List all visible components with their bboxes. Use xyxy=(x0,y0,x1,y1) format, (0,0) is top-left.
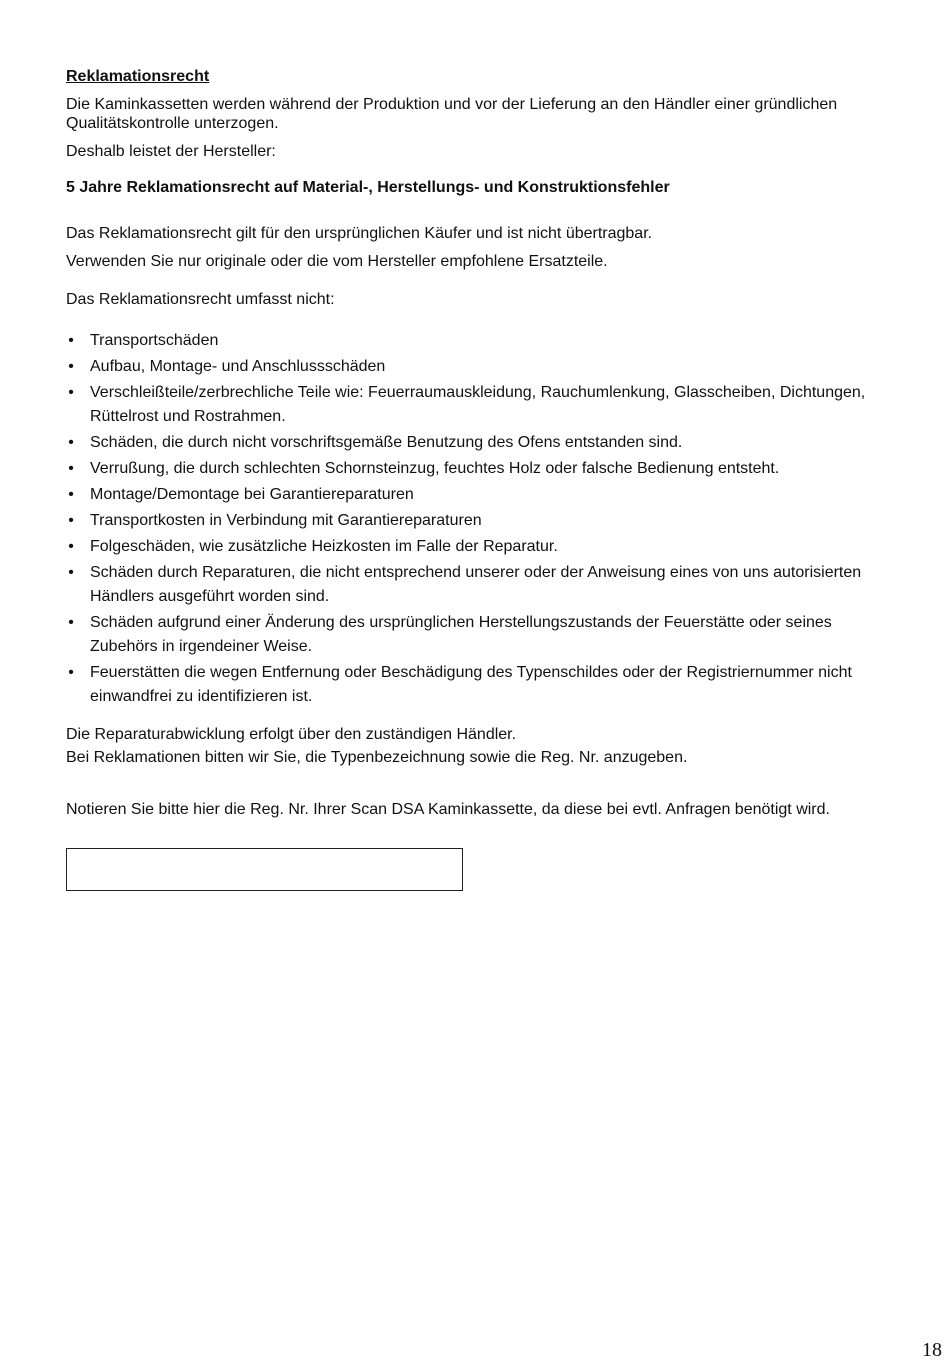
list-item-text: Verschleißteile/zerbrechliche Teile wie: Feuerraumauskleidung, Rauchumlenkung, Glasscheiben, Dichtungen, Rüttelrost und Rostrahmen. xyxy=(90,384,866,426)
therefore-paragraph: Deshalb leistet der Hersteller: xyxy=(66,142,276,160)
list-item xyxy=(66,329,896,353)
section-heading: Reklamationsrecht xyxy=(66,68,210,85)
page-number: 18 xyxy=(922,1338,942,1361)
exclusions-list xyxy=(66,329,896,709)
list-item xyxy=(66,561,896,609)
bullet-icon: • xyxy=(68,460,74,478)
list-item-text: Schäden aufgrund einer Änderung des ursprünglichen Herstellungszustands der Feuerstätte oder seines Zubehörs in irgendeiner Weise. xyxy=(90,614,832,656)
exclusions-intro: Das Reklamationsrecht umfasst nicht: xyxy=(66,290,335,308)
parts-note: Verwenden Sie nur originale oder die vom Hersteller empfohlene Ersatzteile. xyxy=(66,253,608,271)
list-item-text: Verrußung, die durch schlechten Schornsteinzug, feuchtes Holz oder falsche Bedienung entsteht. xyxy=(90,460,780,478)
list-item-text: Schäden, die durch nicht vorschriftsgemäße Benutzung des Ofens entstanden sind. xyxy=(90,434,683,452)
bullet-icon: • xyxy=(68,664,74,682)
owner-note: Das Reklamationsrecht gilt für den ursprünglichen Käufer und ist nicht übertragbar. xyxy=(66,224,653,242)
bullet-icon: • xyxy=(68,564,74,582)
registration-number-box[interactable] xyxy=(66,848,463,891)
list-item xyxy=(66,509,896,533)
bullet-icon: • xyxy=(68,434,74,452)
list-item xyxy=(66,535,896,559)
list-item xyxy=(66,431,896,455)
list-item xyxy=(66,355,896,379)
bullet-icon: • xyxy=(68,384,74,402)
list-item-text: Aufbau, Montage- und Anschlussschäden xyxy=(90,358,386,376)
list-item-text: Montage/Demontage bei Garantiereparaturen xyxy=(90,486,414,504)
bullet-icon: • xyxy=(68,358,74,376)
list-item-text: Transportschäden xyxy=(90,332,219,350)
bullet-icon: • xyxy=(68,512,74,530)
list-item xyxy=(66,381,896,429)
bullet-icon: • xyxy=(68,486,74,504)
claims-note: Bei Reklamationen bitten wir Sie, die Typenbezeichnung sowie die Reg. Nr. anzugeben. xyxy=(66,748,688,766)
list-item xyxy=(66,661,896,709)
list-item-text: Schäden durch Reparaturen, die nicht entsprechend unserer oder der Anweisung eines von uns autorisierten Händlers ausgeführt worden sind. xyxy=(90,564,862,606)
list-item xyxy=(66,611,896,659)
document-page xyxy=(66,67,896,891)
list-item xyxy=(66,457,896,481)
bullet-icon: • xyxy=(68,614,74,632)
list-item-text: Transportkosten in Verbindung mit Garantiereparaturen xyxy=(90,512,482,530)
dealer-note: Die Reparaturabwicklung erfolgt über den zuständigen Händler. xyxy=(66,726,517,744)
bullet-icon: • xyxy=(68,332,74,350)
list-item xyxy=(66,483,896,507)
list-item-text: Feuerstätten die wegen Entfernung oder Beschädigung des Typenschildes oder der Registriernummer nicht einwandfrei zu identifizieren ist. xyxy=(90,664,852,706)
registration-note: Notieren Sie bitte hier die Reg. Nr. Ihrer Scan DSA Kaminkassette, da diese bei evtl. Anfragen benötigt wird. xyxy=(66,801,830,819)
list-item-text: Folgeschäden, wie zusätzliche Heizkosten im Falle der Reparatur. xyxy=(90,538,558,556)
bullet-icon: • xyxy=(68,538,74,556)
warranty-statement: 5 Jahre Reklamationsrecht auf Material-, Herstellungs- und Konstruktionsfehler xyxy=(66,179,670,197)
intro-paragraph: Die Kaminkassetten werden während der Produktion und vor der Lieferung an den Händler einer gründlichen Qualitätskontrolle unterzogen. xyxy=(66,95,838,133)
